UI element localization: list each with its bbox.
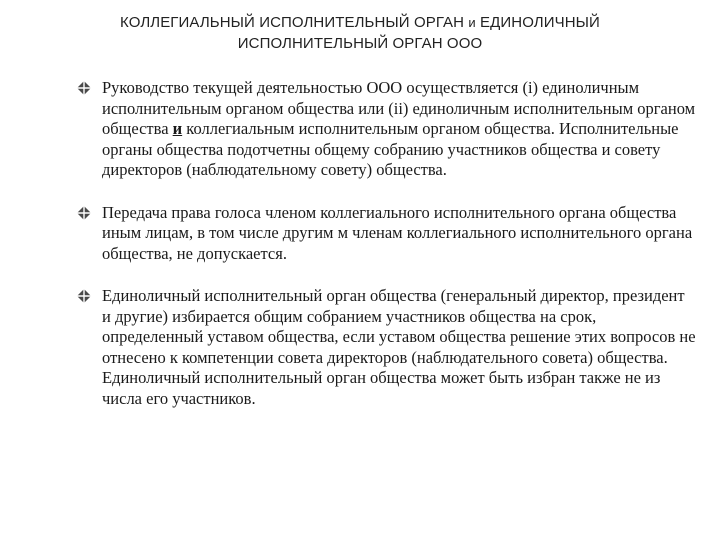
bullet-emphasis: и bbox=[172, 119, 183, 138]
bullet-text: Единоличный исполнительный орган общества (генеральный директор, президент и другие) избирается общим собранием участников общества на срок, определенный уставом общества, если уставом общества решение этих вопросов не отнесено к компетенции совета директоров (наблюдательного совета) общества. Единоличный исполнительный орган общества может быть избран также не из числа его участников. bbox=[102, 286, 696, 408]
bullet-text-before: Руководство текущей деятельностью ООО осуществляется (i) единоличным исполнительным органом общества или (ii) единоличным исполнительным органом общества bbox=[102, 78, 696, 138]
diamond-bullet-icon bbox=[76, 288, 92, 304]
bullet-text: Передача права голоса членом коллегиального исполнительного органа общества иным лицам, в том числе другим м членам коллегиального исполнительного органа общества, не допускается. bbox=[102, 202, 693, 263]
title-part-2: ЕДИНОЛИЧНЫЙ bbox=[480, 14, 600, 31]
title-line-1 bbox=[60, 12, 660, 33]
title-conjunction: и bbox=[468, 15, 476, 30]
bullet-item-management bbox=[76, 78, 696, 181]
bullet-item-voting-rights bbox=[76, 203, 696, 265]
slide-title bbox=[60, 12, 660, 54]
diamond-bullet-icon bbox=[76, 205, 92, 221]
bullet-item-sole-executive bbox=[76, 286, 696, 409]
diamond-bullet-icon bbox=[76, 80, 92, 96]
bullet-text-after: коллегиальным исполнительным органом общества. Исполнительные органы общества подотчетны общему собранию участников общества и совету директоров (наблюдательному совету) общества. bbox=[102, 119, 679, 179]
title-part-1: КОЛЛЕГИАЛЬНЫЙ ИСПОЛНИТЕЛЬНЫЙ ОРГАН bbox=[120, 14, 465, 31]
title-line-2: ИСПОЛНИТЕЛЬНЫЙ ОРГАН ООО bbox=[237, 35, 483, 52]
bullet-list bbox=[76, 78, 696, 409]
